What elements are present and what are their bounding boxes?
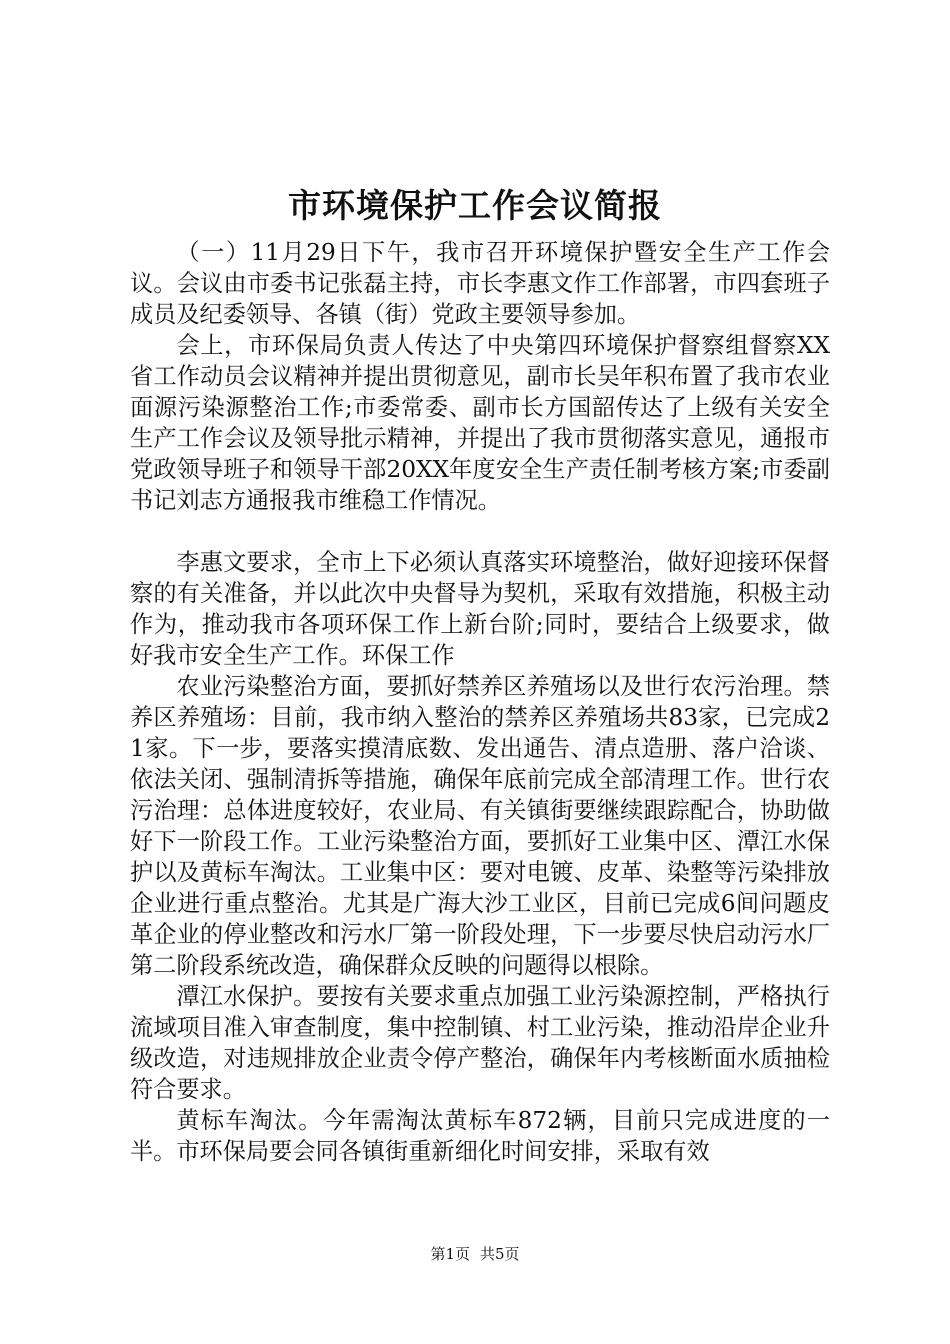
- document-body: [130, 237, 830, 1167]
- page-number: 第1页: [430, 1245, 470, 1263]
- page-footer: [0, 1244, 950, 1264]
- paragraph-tanjiang-protection: 潭江水保护。要按有关要求重点加强工业污染源控制，严格执行流域项目准入审查制度，集中控制镇、村工业污染，推动沿岸企业升级改造，对违规排放企业责令停产整治，确保年内考核断面水质抽检符合要求。: [130, 983, 830, 1103]
- paragraph-agricultural-pollution: 农业污染整治方面，要抓好禁养区养殖场以及世行农污治理。禁养区养殖场：目前，我市纳入整治的禁养区养殖场共83家，已完成21家。下一步，要落实摸清底数、发出通告、清点造册、落户洽谈、依法关闭、强制清拆等措施，确保年底前完成全部清理工作。世行农污治理：总体进度较好，农业局、有关镇街要继续跟踪配合，协助做好下一阶段工作。工业污染整治方面，要抓好工业集中区、潭江水保护以及黄标车淘汰。工业集中区：要对电镀、皮革、染整等污染排放企业进行重点整治。尤其是广海大沙工业区，目前已完成6间问题皮革企业的停业整改和污水厂第一阶段处理，下一步要尽快启动污水厂第二阶段系统改造，确保群众反映的问题得以根除。: [130, 673, 830, 979]
- paragraph-mayor-requirements: 李惠文要求，全市上下必须认真落实环境整治，做好迎接环保督察的有关准备，并以此次中央督导为契机，采取有效措施，积极主动作为，推动我市各项环保工作上新台阶;同时，要结合上级要求，做好我市安全生产工作。环保工作: [130, 549, 830, 669]
- paragraph-yellow-label-vehicles: 黄标车淘汰。今年需淘汰黄标车872辆，目前只完成进度的一半。市环保局要会同各镇街重新细化时间安排，采取有效: [130, 1107, 830, 1165]
- page-total: 共5页: [480, 1245, 520, 1263]
- document-title: 市环境保护工作会议简报: [288, 186, 662, 225]
- paragraph-meeting-intro: （一）11月29日下午，我市召开环境保护暨安全生产工作会议。会议由市委书记张磊主持，市长李惠文作工作部署，市四套班子成员及纪委领导、各镇（街）党政主要领导参加。: [130, 239, 830, 328]
- paragraph-meeting-content: 会上，市环保局负责人传达了中央第四环境保护督察组督察XX省工作动员会议精神并提出贯彻意见，副市长吴年积布置了我市农业面源污染源整治工作;市委常委、副市长方国韶传达了上级有关安全生产工作会议及领导批示精神，并提出了我市贯彻落实意见，通报市党政领导班子和领导干部20XX年度安全生产责任制考核方案;市委副书记刘志方通报我市维稳工作情况。: [130, 332, 830, 514]
